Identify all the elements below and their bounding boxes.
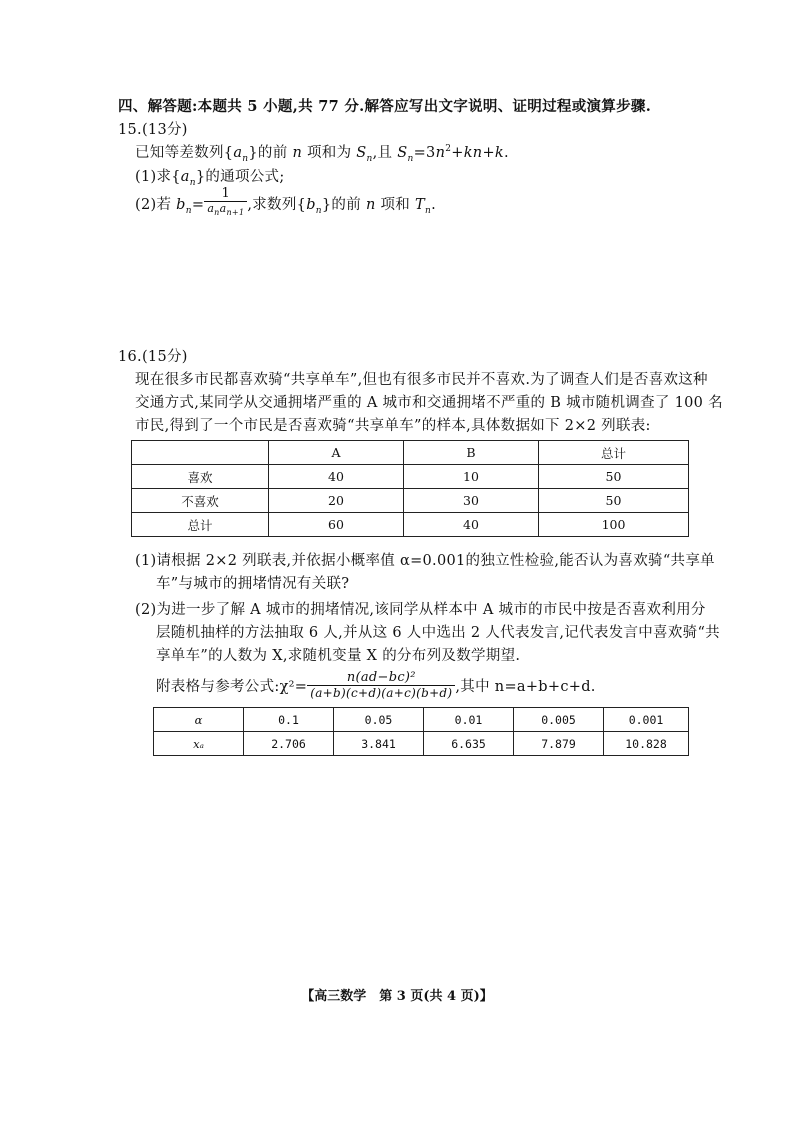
table-row: 总计 60 40 100 — [132, 513, 689, 537]
q16-part1-line-2: 车”与城市的拥堵情况有关联? — [156, 576, 350, 592]
critical-value-table — [153, 707, 689, 756]
q16-part1-line-1: (1)请根据 2×2 列联表,并依据小概率值 α=0.001的独立性检验,能否认为喜欢骑“共享单 — [135, 553, 715, 569]
table-row: 不喜欢 20 30 50 — [132, 489, 689, 513]
table-header-row: A B 总计 — [132, 441, 689, 465]
q16-para-line-3: 市民,得到了一个市民是否喜欢骑“共享单车”的样本,具体数据如下 2×2 列联表: — [135, 418, 651, 434]
q16-para-line-1: 现在很多市民都喜欢骑“共享单车”,但也有很多市民并不喜欢.为了调查人们是否喜欢这种 — [135, 372, 708, 388]
q15-fraction: $\frac{1}{a_na_{n+1}}$ — [204, 186, 247, 220]
q15-part2: (2)若 $b_n=$ $\frac{1}{a_na_{n+1}}$ ,求数列$\{b_n\}$的前 n 项和 $T_n$. — [135, 188, 436, 222]
q15-header: 15.(13分) — [118, 122, 188, 138]
q15-part1: (1)求$\{a_n\}$的通项公式; — [135, 169, 285, 188]
section-heading: 四、解答题:本题共 5 小题,共 77 分.解答应写出文字说明、证明过程或演算步骤. — [118, 98, 652, 115]
q15-stem: 已知等差数列$\{a_n\}$的前 n 项和为 $S_n$,且 $S_n=3n^2+kn+k$. — [135, 144, 509, 164]
reference-formula: 附表格与参考公式:χ²= $\frac{\text{n(ad−bc)²}}{(a+b)(c+d)(a+c)(b+d)}$ ,其中 n=a+b+c+d. — [156, 670, 596, 700]
q16-part2-line-2: 层随机抽样的方法抽取 6 人,并从这 6 人中选出 2 人代表发言,记代表发言中喜欢骑“共 — [156, 625, 720, 641]
table-row: 喜欢 40 10 50 — [132, 465, 689, 489]
q16-para-line-2: 交通方式,某同学从交通拥堵严重的 A 城市和交通拥堵不严重的 B 城市随机调查了 100 名 — [135, 395, 723, 411]
q16-part2-line-3: 享单车”的人数为 X,求随机变量 X 的分布列及数学期望. — [156, 648, 521, 664]
page-footer: 【高三数学 第 3 页(共 4 页)】 — [301, 989, 493, 1004]
table-row-critical-value: xₐ 2.706 3.841 6.635 7.879 10.828 — [154, 732, 689, 756]
table-row-alpha: α 0.1 0.05 0.01 0.005 0.001 — [154, 708, 689, 732]
q16-header: 16.(15分) — [118, 349, 188, 365]
chi-square-fraction: $\frac{\text{n(ad−bc)²}}{(a+b)(c+d)(a+c)(b+d)}$ — [307, 670, 455, 700]
q16-part2-line-1: (2)为进一步了解 A 城市的拥堵情况,该同学从样本中 A 城市的市民中按是否喜欢利用分 — [135, 602, 706, 618]
contingency-table — [131, 440, 689, 537]
